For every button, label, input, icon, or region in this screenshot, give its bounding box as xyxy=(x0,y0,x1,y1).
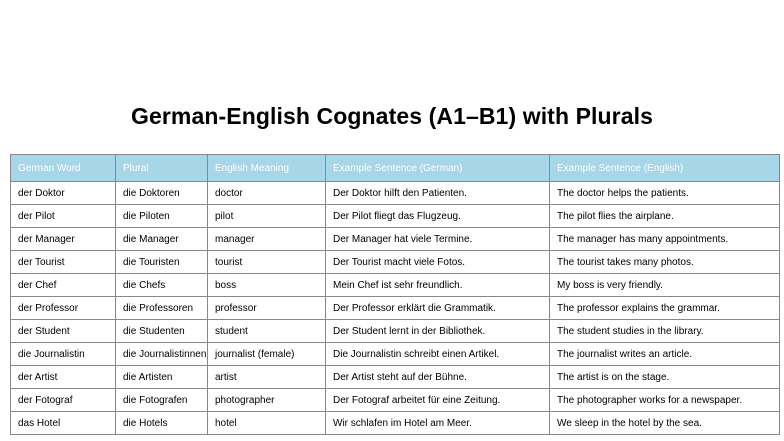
cell-plural: die Doktoren xyxy=(116,182,208,205)
table-row xyxy=(11,320,780,343)
cell-example-german: Die Journalistin schreibt einen Artikel. xyxy=(326,343,550,366)
cell-example-german: Der Manager hat viele Termine. xyxy=(326,228,550,251)
cell-plural: die Studenten xyxy=(116,320,208,343)
header-example-german: Example Sentence (German) xyxy=(326,155,550,182)
table-row xyxy=(11,205,780,228)
cell-example-english: The pilot flies the airplane. xyxy=(550,205,780,228)
table-row xyxy=(11,412,780,435)
header-example-english: Example Sentence (English) xyxy=(550,155,780,182)
cell-english-meaning: photographer xyxy=(208,389,326,412)
cell-english-meaning: doctor xyxy=(208,182,326,205)
table-row xyxy=(11,297,780,320)
cell-english-meaning: tourist xyxy=(208,251,326,274)
cell-example-english: The tourist takes many photos. xyxy=(550,251,780,274)
cell-german-word: der Student xyxy=(11,320,116,343)
cell-example-english: My boss is very friendly. xyxy=(550,274,780,297)
cell-example-german: Der Student lernt in der Bibliothek. xyxy=(326,320,550,343)
table-header-row xyxy=(11,155,780,182)
cell-example-english: The artist is on the stage. xyxy=(550,366,780,389)
cell-german-word: der Fotograf xyxy=(11,389,116,412)
table-row xyxy=(11,274,780,297)
cell-german-word: der Doktor xyxy=(11,182,116,205)
cell-example-english: We sleep in the hotel by the sea. xyxy=(550,412,780,435)
cell-plural: die Touristen xyxy=(116,251,208,274)
cell-english-meaning: pilot xyxy=(208,205,326,228)
cell-plural: die Fotografen xyxy=(116,389,208,412)
cell-example-english: The journalist writes an article. xyxy=(550,343,780,366)
cell-example-german: Der Artist steht auf der Bühne. xyxy=(326,366,550,389)
document-title: German-English Cognates (A1–B1) with Plurals xyxy=(130,103,653,129)
cognates-table xyxy=(10,154,780,435)
table-row xyxy=(11,366,780,389)
cell-plural: die Professoren xyxy=(116,297,208,320)
cell-english-meaning: journalist (female) xyxy=(208,343,326,366)
cell-plural: die Manager xyxy=(116,228,208,251)
cell-english-meaning: professor xyxy=(208,297,326,320)
cell-example-german: Der Doktor hilft den Patienten. xyxy=(326,182,550,205)
cell-english-meaning: artist xyxy=(208,366,326,389)
cell-example-german: Der Pilot fliegt das Flugzeug. xyxy=(326,205,550,228)
table-row xyxy=(11,182,780,205)
header-plural: Plural xyxy=(116,155,208,182)
cell-german-word: das Hotel xyxy=(11,412,116,435)
cell-example-english: The manager has many appointments. xyxy=(550,228,780,251)
cell-german-word: der Pilot xyxy=(11,205,116,228)
cell-example-german: Der Fotograf arbeitet für eine Zeitung. xyxy=(326,389,550,412)
cell-example-german: Der Professor erklärt die Grammatik. xyxy=(326,297,550,320)
header-english-meaning: English Meaning xyxy=(208,155,326,182)
cell-german-word: der Professor xyxy=(11,297,116,320)
cell-example-english: The student studies in the library. xyxy=(550,320,780,343)
table-row xyxy=(11,343,780,366)
header-german-word: German Word xyxy=(11,155,116,182)
cell-german-word: der Tourist xyxy=(11,251,116,274)
cell-plural: die Chefs xyxy=(116,274,208,297)
cell-example-german: Mein Chef ist sehr freundlich. xyxy=(326,274,550,297)
table-row xyxy=(11,251,780,274)
cell-plural: die Piloten xyxy=(116,205,208,228)
cell-example-german: Wir schlafen im Hotel am Meer. xyxy=(326,412,550,435)
cell-plural: die Artisten xyxy=(116,366,208,389)
cell-plural: die Hotels xyxy=(116,412,208,435)
cell-english-meaning: boss xyxy=(208,274,326,297)
cell-german-word: der Chef xyxy=(11,274,116,297)
table-row xyxy=(11,389,780,412)
cell-german-word: der Manager xyxy=(11,228,116,251)
cell-plural: die Journalistinnen xyxy=(116,343,208,366)
cell-german-word: der Artist xyxy=(11,366,116,389)
cell-english-meaning: manager xyxy=(208,228,326,251)
table-row xyxy=(11,228,780,251)
cell-example-english: The professor explains the grammar. xyxy=(550,297,780,320)
cell-german-word: die Journalistin xyxy=(11,343,116,366)
cell-english-meaning: hotel xyxy=(208,412,326,435)
cell-english-meaning: student xyxy=(208,320,326,343)
cell-example-german: Der Tourist macht viele Fotos. xyxy=(326,251,550,274)
cell-example-english: The doctor helps the patients. xyxy=(550,182,780,205)
cell-example-english: The photographer works for a newspaper. xyxy=(550,389,780,412)
